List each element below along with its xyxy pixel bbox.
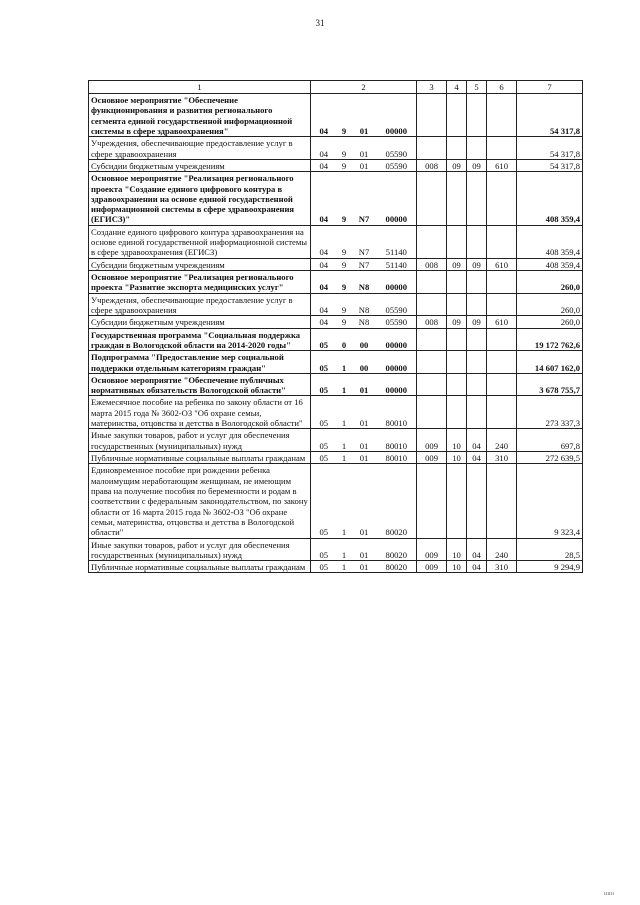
code-ministry [417,328,447,351]
code-subprogram: 1 [337,538,352,561]
code-expense-type [487,373,517,396]
code-chapter [447,396,467,429]
code-direction: 51140 [377,258,417,270]
code-subsection [467,94,487,137]
code-ministry [417,225,447,258]
code-direction: 00000 [377,94,417,137]
code-subprogram: 9 [337,94,352,137]
code-event: N7 [352,225,377,258]
code-section: 04 [311,293,337,316]
code-section: 04 [311,159,337,171]
code-subprogram: 9 [337,159,352,171]
code-section: 05 [311,429,337,452]
table-row [89,94,583,137]
table-row [89,159,583,171]
row-description: Ежемесячное пособие на ребенка по закону области от 16 марта 2015 года № 3602-ОЗ "Об охране семьи, материнства, отцовства и детства в Вологодской области" [89,396,311,429]
row-description: Иные закупки товаров, работ и услуг для обеспечения государственных (муниципальных) нужд [89,538,311,561]
code-subsection [467,271,487,294]
row-description: Иные закупки товаров, работ и услуг для обеспечения государственных (муниципальных) нужд [89,429,311,452]
code-subsection: 04 [467,538,487,561]
code-direction: 05590 [377,137,417,160]
code-event: 01 [352,464,377,538]
code-ministry [417,373,447,396]
code-subprogram: 1 [337,373,352,396]
row-description: Субсидии бюджетным учреждениям [89,316,311,328]
code-event: 01 [352,538,377,561]
amount-cell: 19 172 762,6 [517,328,583,351]
code-event: 01 [352,137,377,160]
code-subsection: 09 [467,258,487,270]
amount-cell: 3 678 755,7 [517,373,583,396]
amount-cell: 9 323,4 [517,464,583,538]
code-chapter [447,137,467,160]
code-subprogram: 1 [337,429,352,452]
code-subprogram: 1 [337,452,352,464]
code-ministry: 008 [417,316,447,328]
code-expense-type [487,137,517,160]
code-expense-type [487,225,517,258]
code-subprogram: 0 [337,328,352,351]
code-expense-type [487,293,517,316]
code-subprogram: 9 [337,293,352,316]
code-ministry [417,94,447,137]
table-header-row [89,81,583,94]
row-description: Учреждения, обеспечивающие предоставление услуг в сфере здравоохранения [89,137,311,160]
code-ministry [417,137,447,160]
amount-cell: 273 337,3 [517,396,583,429]
code-direction: 80010 [377,429,417,452]
code-direction: 00000 [377,351,417,374]
code-subsection [467,351,487,374]
code-direction: 51140 [377,225,417,258]
code-subprogram: 1 [337,464,352,538]
code-event: 01 [352,159,377,171]
scan-mark: ıııııı [603,891,614,897]
header-cell: 2 [311,81,417,94]
table-row [89,172,583,226]
code-chapter: 10 [447,561,467,573]
amount-cell: 260,0 [517,293,583,316]
code-subsection: 09 [467,159,487,171]
table-row [89,225,583,258]
code-subsection: 04 [467,452,487,464]
code-ministry: 008 [417,159,447,171]
code-subprogram: 9 [337,172,352,226]
table-row [89,316,583,328]
code-direction: 80010 [377,396,417,429]
row-description: Учреждения, обеспечивающие предоставление услуг в сфере здравоохранения [89,293,311,316]
code-subprogram: 1 [337,351,352,374]
code-expense-type: 310 [487,452,517,464]
header-cell: 3 [417,81,447,94]
header-cell: 4 [447,81,467,94]
code-subprogram: 9 [337,137,352,160]
code-expense-type [487,396,517,429]
row-description: Основное мероприятие "Обеспечение публичных нормативных обязательств Вологодской области" [89,373,311,396]
amount-cell: 9 294,9 [517,561,583,573]
row-description: Основное мероприятие "Реализация регионального проекта "Развитие экспорта медицинских услуг" [89,271,311,294]
row-description: Государственная программа "Социальная поддержка граждан в Вологодской области на 2014-2020 годы" [89,328,311,351]
row-description: Публичные нормативные социальные выплаты гражданам [89,561,311,573]
table-row [89,271,583,294]
code-section: 04 [311,271,337,294]
code-subsection [467,464,487,538]
row-description: Субсидии бюджетным учреждениям [89,159,311,171]
code-subsection [467,137,487,160]
code-chapter [447,293,467,316]
code-ministry: 009 [417,429,447,452]
page-number: 31 [315,18,325,28]
code-direction: 00000 [377,271,417,294]
code-subsection: 04 [467,429,487,452]
row-description: Основное мероприятие "Реализация регионального проекта "Создание единого цифрового контура в здравоохранении на основе единой государственной информационной системы в сфере здравоохранения (ЕГИСЗ)" [89,172,311,226]
code-direction: 05590 [377,159,417,171]
code-subsection [467,225,487,258]
code-ministry [417,464,447,538]
table-row [89,351,583,374]
amount-cell: 408 359,4 [517,225,583,258]
code-direction: 80010 [377,452,417,464]
code-event: 00 [352,328,377,351]
code-direction: 05590 [377,316,417,328]
code-direction: 00000 [377,373,417,396]
code-expense-type: 310 [487,561,517,573]
code-chapter [447,225,467,258]
code-section: 05 [311,373,337,396]
code-chapter: 09 [447,159,467,171]
code-event: 01 [352,94,377,137]
table-row [89,328,583,351]
code-expense-type [487,94,517,137]
table-row [89,538,583,561]
row-description: Создание единого цифрового контура здравоохранения на основе единой государственной информационной системы в сфере здравоохранения (ЕГИСЗ) [89,225,311,258]
code-chapter: 10 [447,429,467,452]
code-subsection [467,396,487,429]
table-row [89,452,583,464]
code-chapter: 10 [447,452,467,464]
code-expense-type [487,328,517,351]
code-ministry: 009 [417,452,447,464]
amount-cell: 260,0 [517,316,583,328]
code-chapter: 09 [447,316,467,328]
code-section: 05 [311,328,337,351]
code-section: 05 [311,452,337,464]
amount-cell: 54 317,8 [517,159,583,171]
code-subprogram: 9 [337,225,352,258]
code-section: 05 [311,396,337,429]
header-cell: 5 [467,81,487,94]
table-row [89,429,583,452]
code-section: 05 [311,351,337,374]
code-section: 05 [311,538,337,561]
code-expense-type: 240 [487,538,517,561]
code-event: 01 [352,373,377,396]
code-direction: 00000 [377,172,417,226]
code-subprogram: 1 [337,561,352,573]
code-section: 04 [311,316,337,328]
code-section: 04 [311,172,337,226]
code-chapter [447,94,467,137]
code-direction: 00000 [377,328,417,351]
code-event: N8 [352,271,377,294]
code-event: N8 [352,293,377,316]
code-event: N7 [352,258,377,270]
code-expense-type [487,271,517,294]
code-event: 01 [352,429,377,452]
code-section: 04 [311,94,337,137]
table-row [89,258,583,270]
table-row [89,561,583,573]
code-chapter [447,172,467,226]
code-direction: 80020 [377,561,417,573]
code-expense-type: 610 [487,316,517,328]
amount-cell: 54 317,8 [517,137,583,160]
code-section: 05 [311,464,337,538]
table-row [89,137,583,160]
amount-cell: 408 359,4 [517,258,583,270]
code-event: N8 [352,316,377,328]
code-subprogram: 1 [337,396,352,429]
code-expense-type: 610 [487,159,517,171]
code-ministry [417,293,447,316]
code-section: 04 [311,258,337,270]
code-section: 04 [311,137,337,160]
code-expense-type [487,172,517,226]
code-ministry [417,172,447,226]
row-description: Основное мероприятие "Обеспечение функционирования и развития регионального сегмента единой государственной информационной системы в сфере здравоохранения" [89,94,311,137]
code-expense-type: 240 [487,429,517,452]
table-row [89,464,583,538]
row-description: Подпрограмма "Предоставление мер социальной поддержки отдельным категориям граждан" [89,351,311,374]
code-direction: 80020 [377,464,417,538]
code-subprogram: 9 [337,271,352,294]
code-subsection: 09 [467,316,487,328]
code-section: 04 [311,225,337,258]
code-event: 01 [352,452,377,464]
code-ministry [417,396,447,429]
code-ministry [417,351,447,374]
code-event: N7 [352,172,377,226]
header-cell: 1 [89,81,311,94]
code-chapter [447,271,467,294]
code-event: 01 [352,396,377,429]
code-chapter [447,373,467,396]
code-chapter [447,464,467,538]
code-direction: 80020 [377,538,417,561]
code-event: 01 [352,561,377,573]
code-ministry: 009 [417,538,447,561]
header-cell: 7 [517,81,583,94]
amount-cell: 260,0 [517,271,583,294]
code-subsection [467,328,487,351]
code-expense-type [487,351,517,374]
row-description: Субсидии бюджетным учреждениям [89,258,311,270]
row-description: Публичные нормативные социальные выплаты гражданам [89,452,311,464]
table-row [89,396,583,429]
code-ministry: 008 [417,258,447,270]
amount-cell: 408 359,4 [517,172,583,226]
amount-cell: 28,5 [517,538,583,561]
code-expense-type [487,464,517,538]
code-chapter [447,351,467,374]
row-description: Единовременное пособие при рождении ребенка малоимущим неработающим женщинам, не имеющим права на получение пособия по беременности и родам в соответствии с федеральным законодательством, по закону области от 16 марта 2015 года № 3602-ОЗ "Об охране семьи, материнства, отцовства и детства в Вологодской области" [89,464,311,538]
code-subsection [467,293,487,316]
amount-cell: 54 317,8 [517,94,583,137]
code-chapter: 10 [447,538,467,561]
table-row [89,293,583,316]
code-subsection: 04 [467,561,487,573]
header-cell: 6 [487,81,517,94]
code-subsection [467,373,487,396]
code-subprogram: 9 [337,316,352,328]
amount-cell: 272 639,5 [517,452,583,464]
code-subsection [467,172,487,226]
code-chapter [447,328,467,351]
code-subprogram: 9 [337,258,352,270]
code-ministry: 009 [417,561,447,573]
code-chapter: 09 [447,258,467,270]
amount-cell: 697,8 [517,429,583,452]
code-direction: 05590 [377,293,417,316]
table-row [89,373,583,396]
code-ministry [417,271,447,294]
code-event: 00 [352,351,377,374]
code-expense-type: 610 [487,258,517,270]
code-section: 05 [311,561,337,573]
amount-cell: 14 607 162,0 [517,351,583,374]
budget-table [88,80,583,573]
